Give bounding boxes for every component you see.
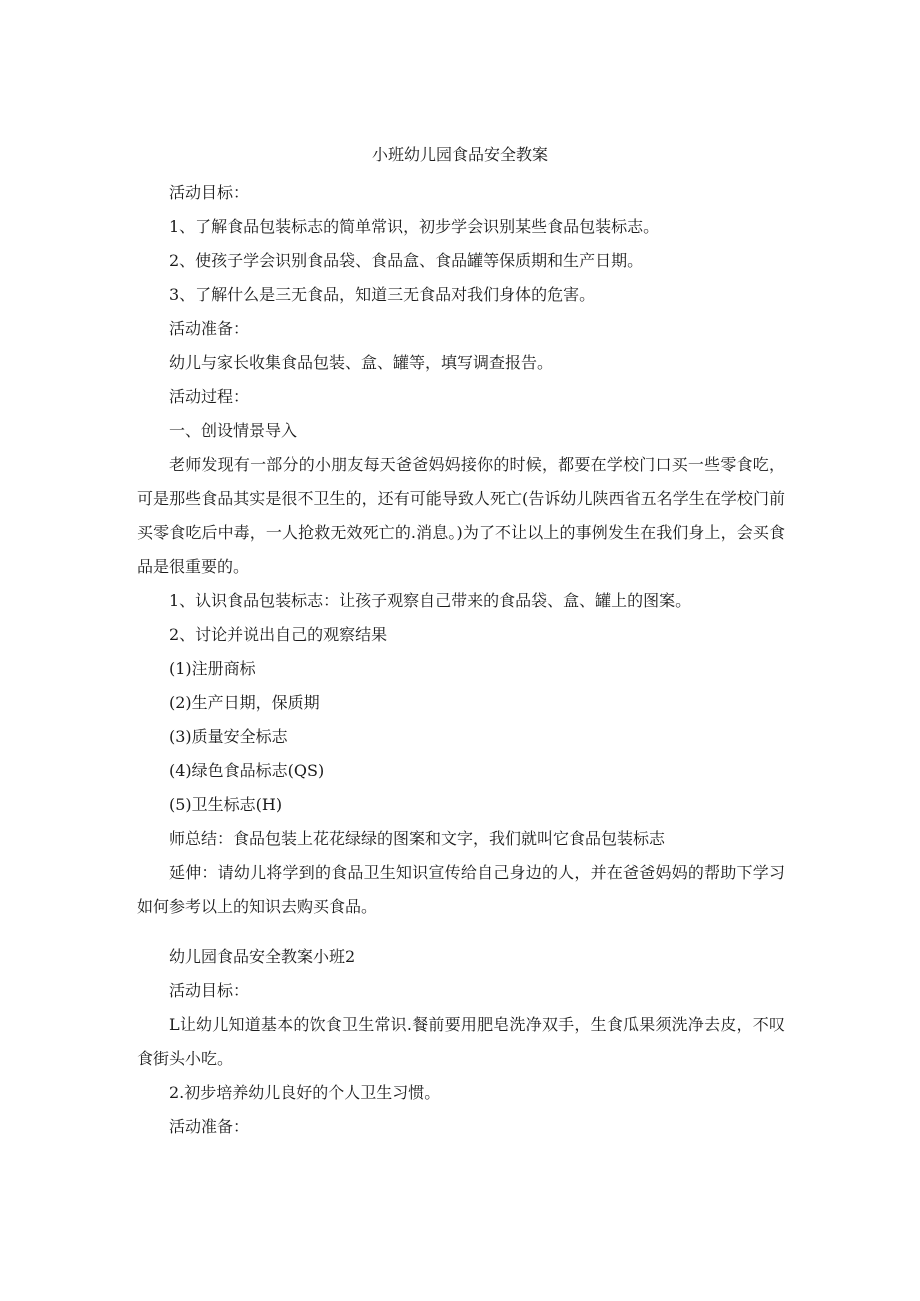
mark-item: (4)绿色食品标志(QS)	[169, 761, 325, 780]
intro-heading: 一、创设情景导入	[169, 421, 298, 440]
intro-paragraph: 老师发现有一部分的小朋友每天爸爸妈妈接你的时候，都要在学校门口买一些零食吃，可是那些食品其实是很不卫生的，还有可能导致人死亡(告诉幼儿陕西省五名学生在学校门前买零食吃后中毒，一人抢救无效死亡的.消息。)为了不让以上的事例发生在我们身上，会买食品是很重要的。	[137, 455, 785, 576]
step-item: 2、讨论并说出自己的观察结果	[169, 625, 388, 644]
mark-item: (5)卫生标志(H)	[169, 795, 283, 814]
section2-goal-heading: 活动目标：	[169, 981, 250, 1000]
step-item: 1、认识食品包装标志：让孩子观察自己带来的食品袋、盒、罐上的图案。	[169, 591, 692, 610]
process-heading: 活动过程：	[169, 387, 250, 406]
section2-title: 幼儿园食品安全教案小班2	[169, 947, 356, 966]
section2-goal-item: 2.初步培养幼儿良好的个人卫生习惯。	[169, 1083, 441, 1102]
prep-heading: 活动准备：	[169, 319, 250, 338]
mark-item: (2)生产日期，保质期	[169, 693, 320, 712]
section-gap	[137, 924, 785, 940]
summary-paragraph: 师总结：食品包装上花花绿绿的图案和文字，我们就叫它食品包装标志	[169, 829, 666, 848]
goal-item: 3、了解什么是三无食品，知道三无食品对我们身体的危害。	[169, 285, 596, 304]
document-body	[137, 176, 785, 1144]
mark-item: (1)注册商标	[169, 659, 256, 678]
prep-text: 幼儿与家长收集食品包装、盒、罐等，填写调查报告。	[169, 353, 554, 372]
extension-paragraph: 延伸：请幼儿将学到的食品卫生知识宣传给自己身边的人，并在爸爸妈妈的帮助下学习如何参考以上的知识去购买食品。	[137, 863, 785, 916]
section2-prep-heading: 活动准备：	[169, 1117, 250, 1136]
goal-item: 2、使孩子学会识别食品袋、食品盒、食品罐等保质期和生产日期。	[169, 251, 644, 270]
section2-goal-item: L让幼儿知道基本的饮食卫生常识.餐前要用肥皂洗净双手，生食瓜果须洗净去皮，不叹食街头小吃。	[137, 1015, 785, 1068]
goal-heading: 活动目标：	[169, 183, 250, 202]
mark-item: (3)质量安全标志	[169, 727, 288, 746]
document-title: 小班幼儿园食品安全教案	[371, 145, 548, 164]
goal-item: 1、了解食品包装标志的简单常识，初步学会识别某些食品包装标志。	[169, 217, 660, 236]
